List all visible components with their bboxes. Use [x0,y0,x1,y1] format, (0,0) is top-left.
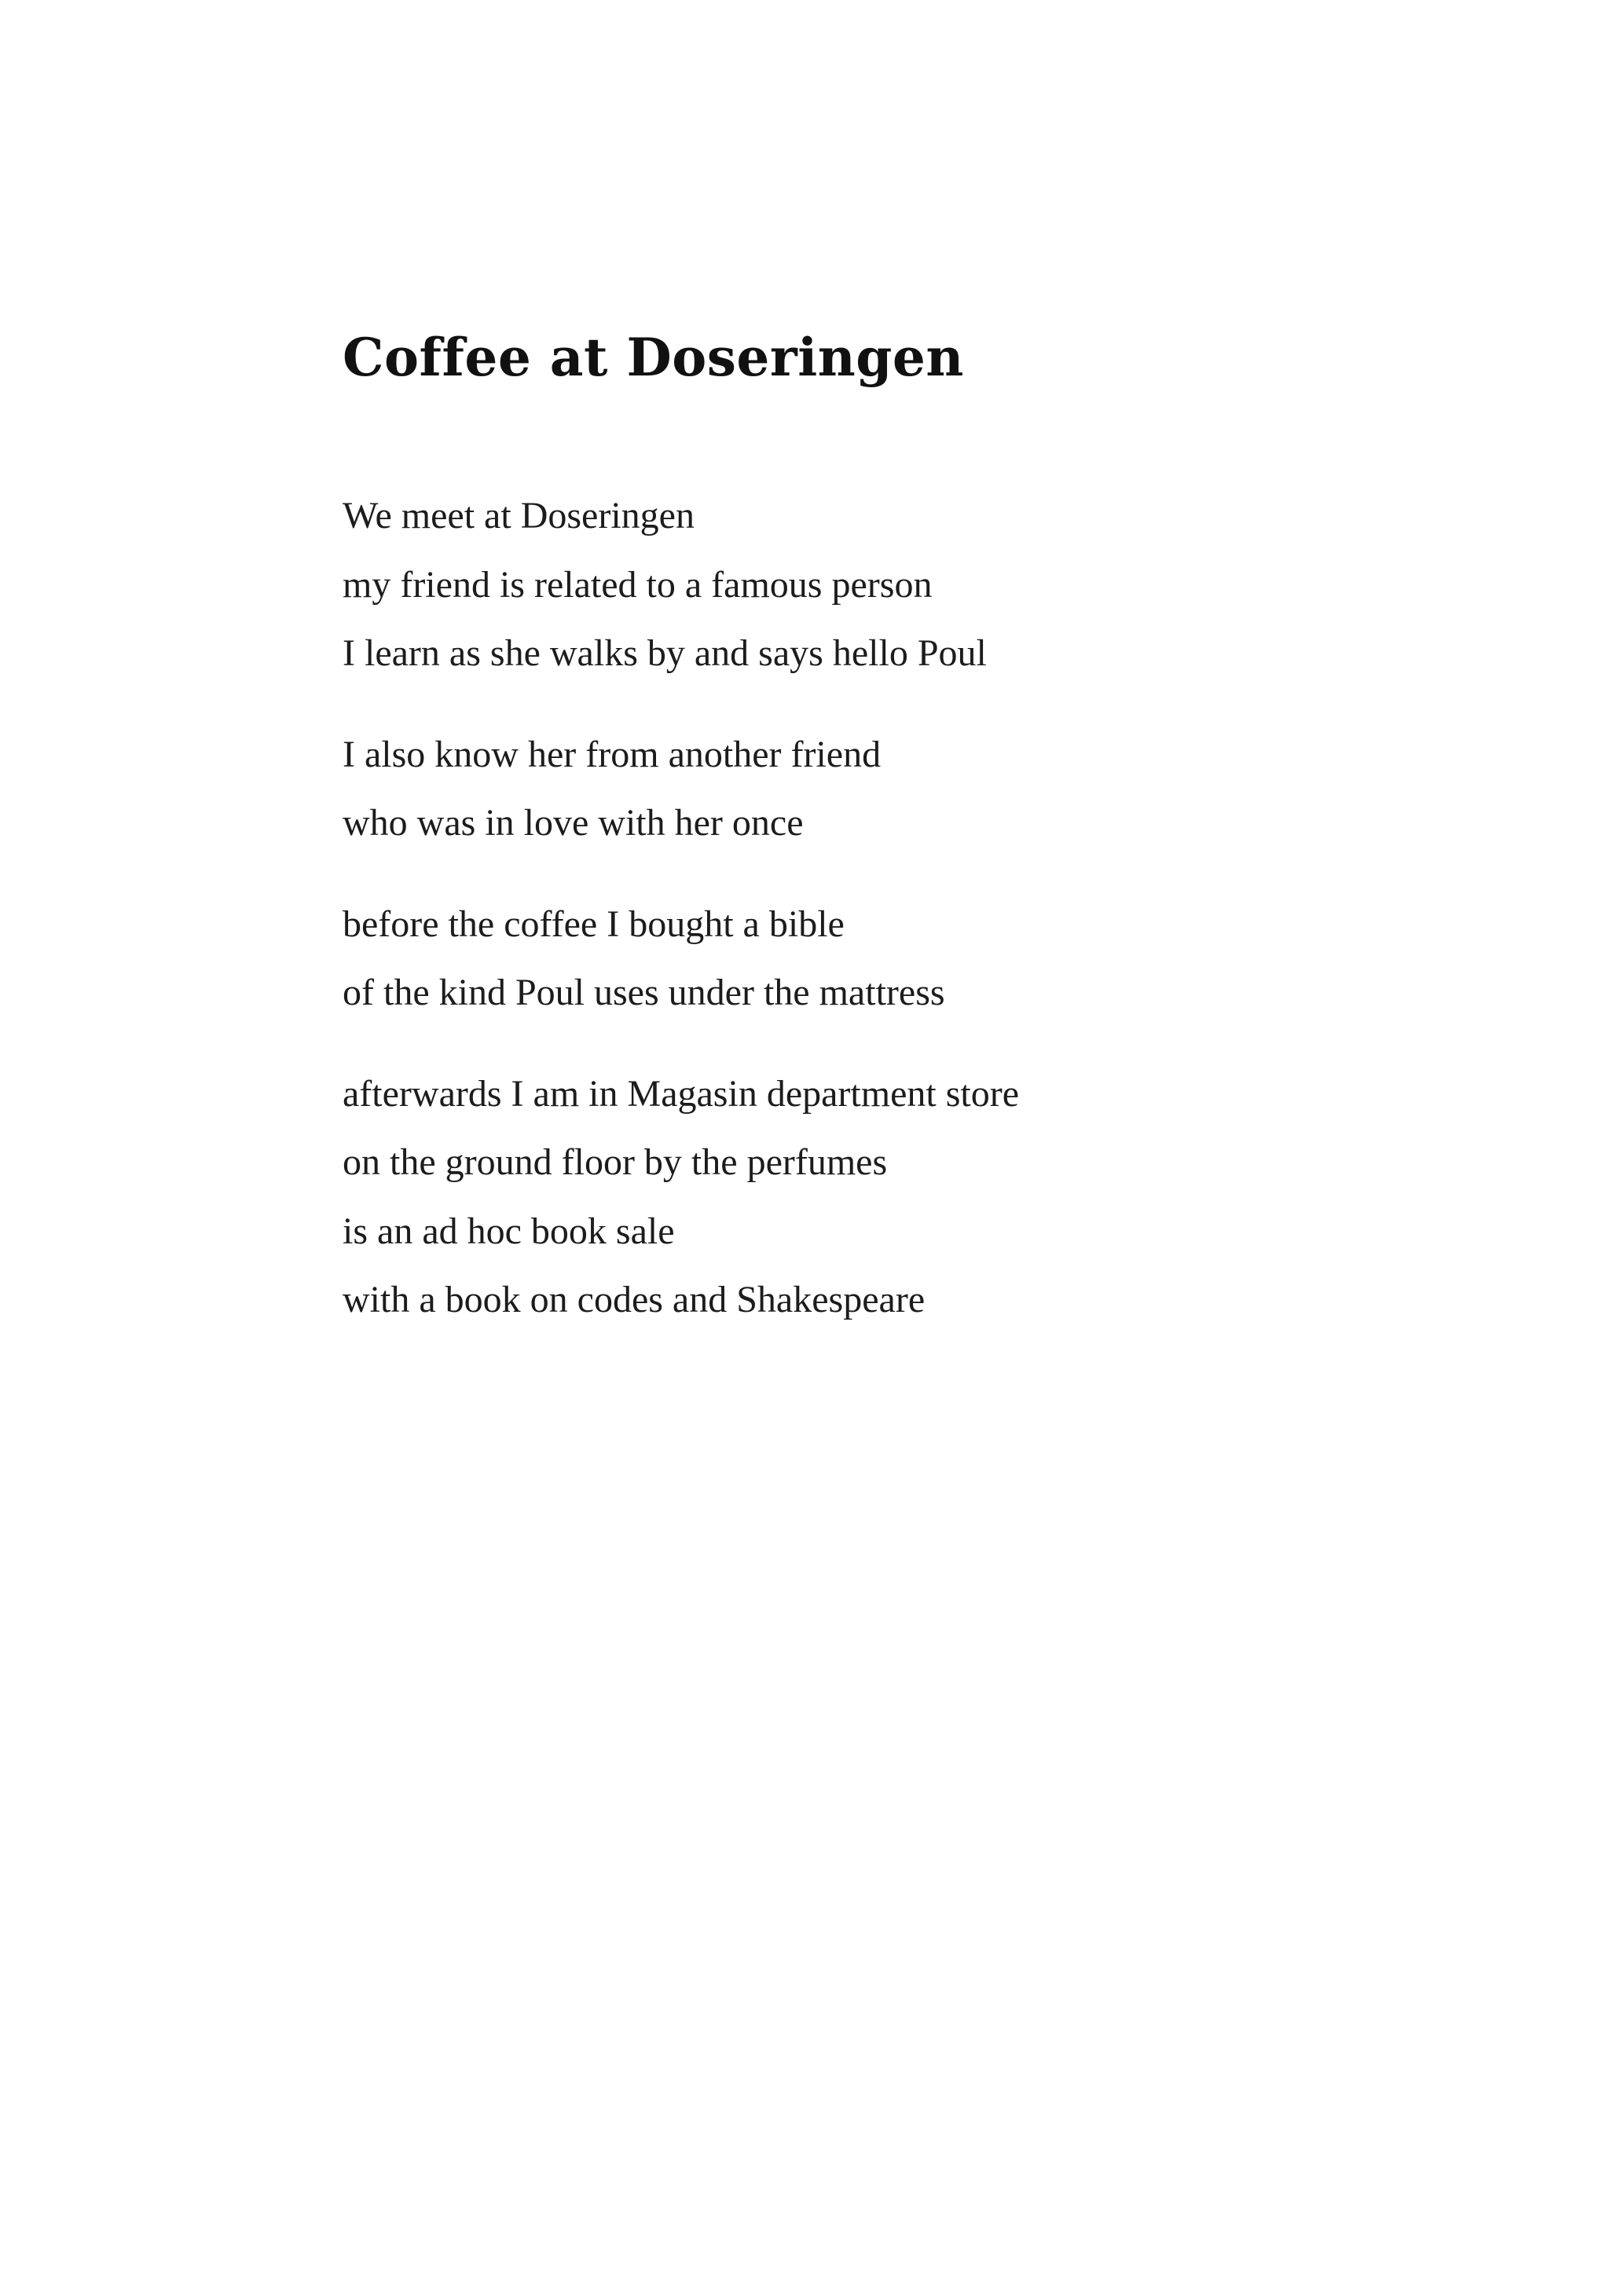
stanza-3 [343,890,1443,1027]
poem-line: of the kind Poul uses under the mattress [343,972,945,1013]
stanza-2 [343,720,1443,858]
stanza-4 [343,1060,1443,1335]
poem-line: my friend is related to a famous person [343,563,933,606]
poem-line: afterwards I am in Magasin department store [343,1072,1020,1115]
poem-line: on the ground floor by the perfumes [343,1141,888,1183]
poem-line: I also know her from another friend [343,733,882,775]
poem-line: is an ad hoc book sale [343,1210,675,1252]
poem-line: We meet at Doseringen [343,495,695,536]
poem-line: before the coffee I bought a bible [343,903,845,945]
poem-title: Coffee at Doseringen [343,327,964,388]
poem-line: with a book on codes and Shakespeare [343,1279,926,1320]
poem-line: I learn as she walks by and says hello Poul [343,632,987,674]
stanza-1 [343,482,1443,688]
poem-line: who was in love with her once [343,802,804,844]
poem-body [343,482,1443,1335]
poem [343,318,1443,1367]
